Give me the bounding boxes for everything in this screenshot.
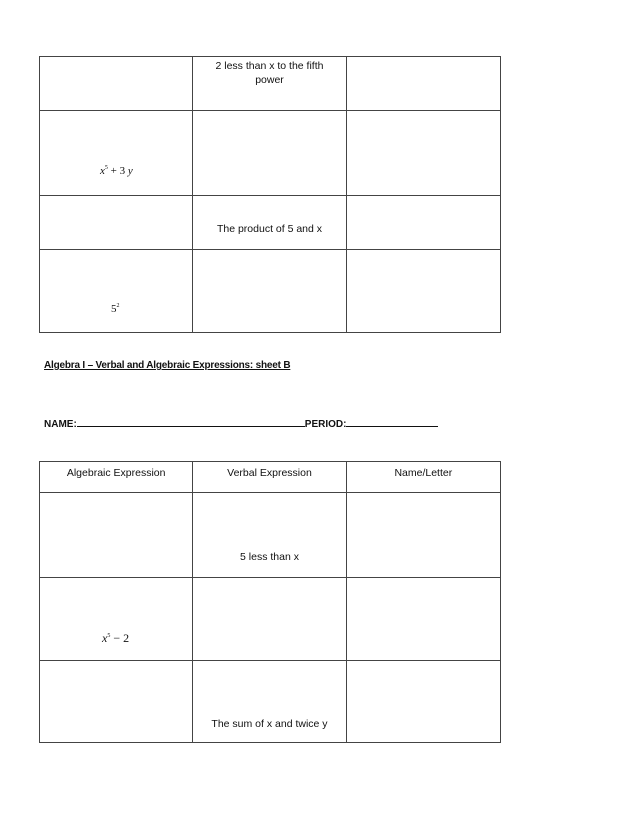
table-row xyxy=(40,493,501,578)
verbal-cell xyxy=(193,196,346,250)
algebraic-cell xyxy=(40,111,193,196)
table-row xyxy=(40,661,501,743)
name-cell xyxy=(346,57,500,111)
name-cell xyxy=(346,250,500,333)
verbal-cell xyxy=(193,111,346,196)
name-blank[interactable] xyxy=(77,416,305,427)
column-header-name: Name/Letter xyxy=(346,462,500,493)
table-row xyxy=(40,250,501,333)
period-label: PERIOD: xyxy=(304,419,347,430)
algebraic-cell xyxy=(40,57,193,111)
verbal-expression-text: The sum of x and twice y xyxy=(211,718,328,730)
verbal-cell xyxy=(193,57,346,111)
verbal-expression-text: 2 less than x to the fifth power xyxy=(215,60,324,86)
algebraic-cell xyxy=(40,250,193,333)
column-header-algebraic: Algebraic Expression xyxy=(40,462,193,493)
table-header-row xyxy=(40,462,501,493)
name-cell xyxy=(346,196,500,250)
column-header-verbal: Verbal Expression xyxy=(193,462,346,493)
verbal-cell xyxy=(193,493,346,578)
algebraic-cell xyxy=(40,661,193,743)
worksheet-title: Algebra I – Verbal and Algebraic Expressions: sheet B xyxy=(44,360,291,371)
verbal-expression-text: 5 less than x xyxy=(240,551,299,563)
algebraic-expression: $x^5 - 2$ xyxy=(102,631,130,645)
top-expression-table xyxy=(39,56,501,333)
period-blank[interactable] xyxy=(346,416,438,427)
bottom-expression-table xyxy=(39,461,501,743)
name-cell xyxy=(346,493,500,578)
verbal-cell xyxy=(193,661,346,743)
name-cell xyxy=(346,111,500,196)
algebraic-cell xyxy=(40,493,193,578)
algebraic-expression: $x^5 + 3$ y xyxy=(100,165,133,177)
verbal-expression-text: The product of 5 and x xyxy=(216,223,323,235)
table-row xyxy=(40,57,501,111)
algebraic-cell xyxy=(40,196,193,250)
algebraic-expression: $5^2$ xyxy=(111,303,120,315)
table-row xyxy=(40,196,501,250)
table-row xyxy=(40,111,501,196)
verbal-cell xyxy=(193,250,346,333)
verbal-cell xyxy=(193,578,346,661)
name-cell xyxy=(346,661,500,743)
name-label: NAME: xyxy=(44,419,77,430)
name-period-line xyxy=(44,416,438,430)
name-cell xyxy=(346,578,500,661)
table-row xyxy=(40,578,501,661)
algebraic-cell xyxy=(40,578,193,661)
